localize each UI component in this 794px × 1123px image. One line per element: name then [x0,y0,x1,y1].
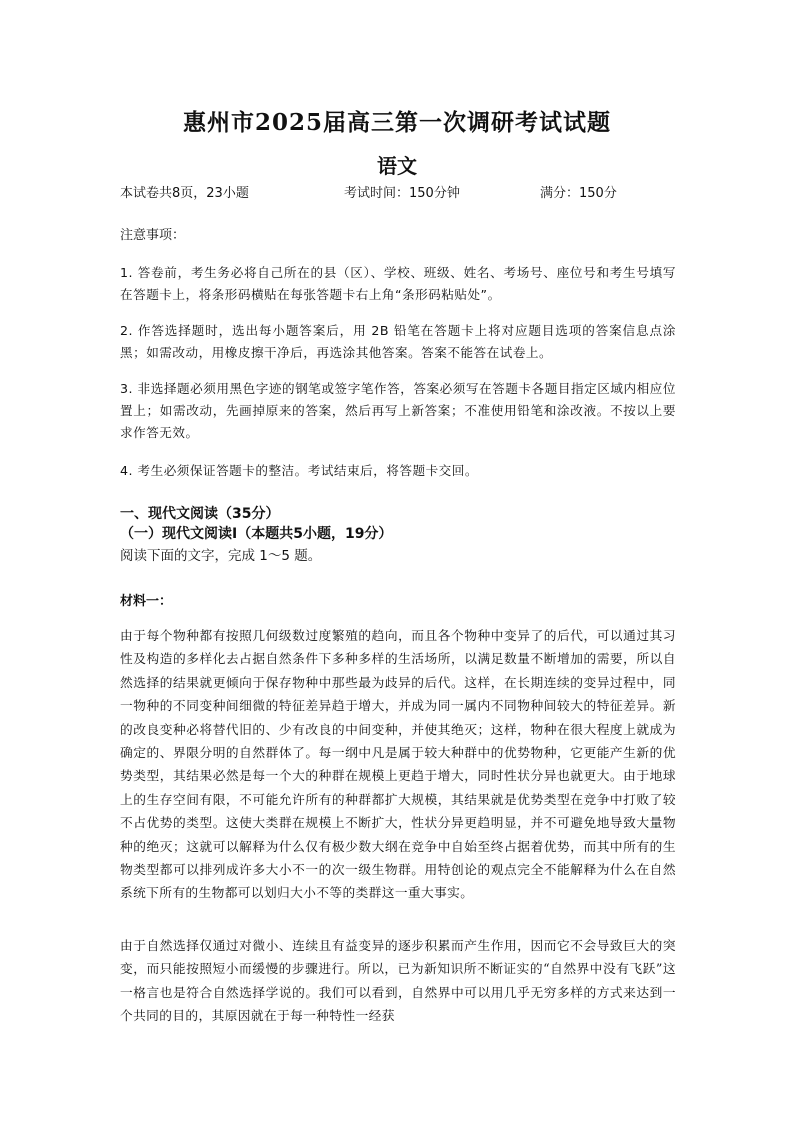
exam-title: 惠州市2025届高三第一次调研考试试题 [182,109,611,136]
note-item-1: 1. 答卷前，考生务必将自己所在的县（区）、学校、班级、姓名、考场号、座位号和考生号填写在答题卡上，将条形码横贴在每张答题卡右上角“条形码粘贴处”。 [120,265,676,302]
info-time: 考试时间：150分钟 [344,186,460,201]
passage-paragraph-2: 由于自然选择仅通过对微小、连续且有益变异的逐步积累而产生作用，因而它不会导致巨大的突变，而只能按照短小而缓慢的步骤进行。所以，已为新知识所不断证实的“自然界中没有飞跃”这一格言也是符合自然选择学说的。我们可以看到，自然界中可以用几乎无穷多样的方式来达到一个共同的目的，其原因就在于每一种特性一经获 [120,938,676,1024]
note-item-4: 4. 考生必须保证答题卡的整洁。考试结束后，将答题卡交回。 [120,463,478,478]
passage-paragraph-1: 由于每个物种都有按照几何级数过度繁殖的趋向，而且各个物种中变异了的后代，可以通过其习性及构造的多样化去占据自然条件下多种多样的生活场所，以满足数量不断增加的需要，所以自然选择的结果就更倾向于保存物种中那些最为歧异的后代。这样，在长期连续的变异过程中，同一物种的不同变种间细微的特征差异趋于增大，并成为同一属内不同物种间较大的特征差异。新的改良变种必将替代旧的、少有改良的中间变种，并使其绝灭；这样，物种在很大程度上就成为确定的、界限分明的自然群体了。每一纲中凡是属于较大种群中的优势物种，它更能产生新的优势类型，其结果必然是每一个大的种群在规模上更趋于增大，同时性状分异也就更大。由于地球上的生存空间有限，不可能允许所有的种群都扩大规模，其结果就是优势类型在竞争中打败了较不占优势的类型。这使大类群在规模上不断扩大，性状分异更趋明显，并不可避免地导致大量物种的绝灭；这就可以解释为什么仅有极少数大纲在竞争中自始至终占据着优势，而其中所有的生物类型都可以排列成许多大小不一的次一级生物群。用特创论的观点完全不能解释为什么在自然系统下所有的生物都可以划归大小不等的类群这一重大事实。 [120,628,676,901]
instruction-text: 阅读下面的文字，完成 1～5 题。 [120,548,322,564]
notes-title: 注意事项： [120,228,186,243]
info-score: 满分：150分 [540,186,617,201]
subsection-heading: （一）现代文阅读Ⅰ（本题共5小题，19分） [120,526,393,542]
note-item-3: 3. 非选择题必须用黑色字迹的钢笔或签字笔作答，答案必须写在答题卡各题目指定区域内相应位置上；如需改动，先画掉原来的答案，然后再写上新答案；不准使用铅笔和涂改液。不按以上要求作答无效。 [120,381,676,440]
section-heading: 一、现代文阅读（35分） [120,506,280,522]
info-pages: 本试卷共8页，23小题 [120,186,249,201]
note-item-2: 2. 作答选择题时，选出每小题答案后，用 2B 铅笔在答题卡上将对应题目选项的答案信息点涂黑；如需改动，用橡皮擦干净后，再选涂其他答案。答案不能答在试卷上。 [120,323,676,360]
subject-title: 语文 [377,154,417,178]
material-label: 材料一： [120,594,173,609]
